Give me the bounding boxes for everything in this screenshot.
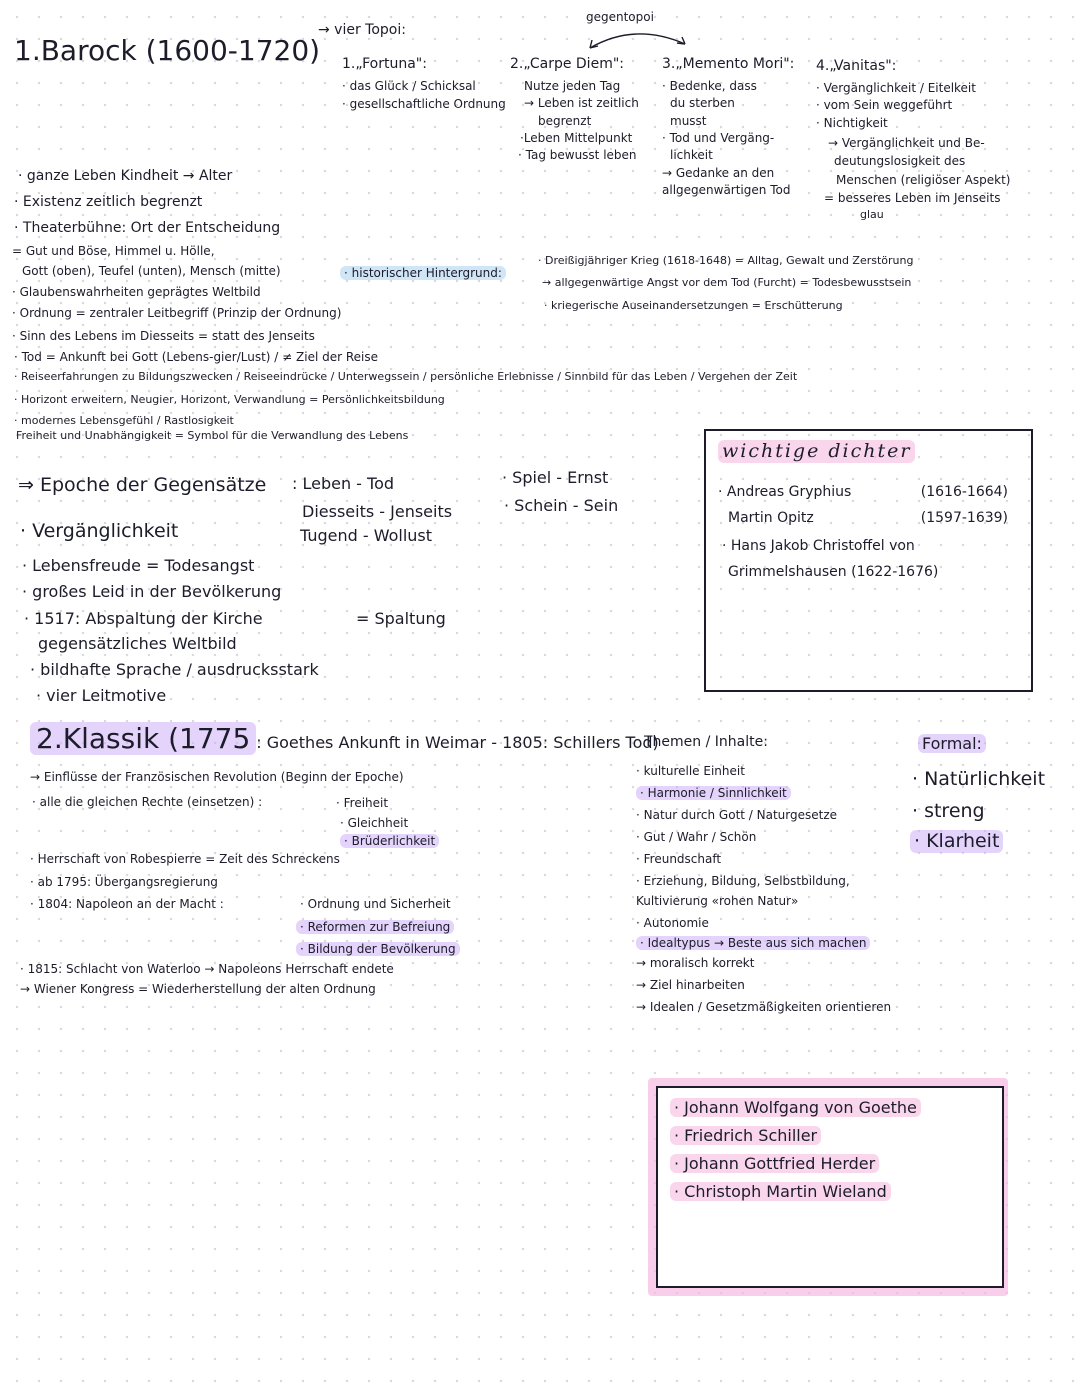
klassik-title (30, 722, 659, 756)
thema: · Freundschaft (636, 852, 722, 866)
merkmal: · 1517: Abspaltung der Kirche (24, 609, 263, 628)
gegensatz-pair: Tugend - Wollust (300, 526, 433, 545)
gegensatz-pair: : Leben - Tod (292, 474, 395, 493)
dichter-name: Martin Opitz (728, 510, 814, 526)
themen-list (636, 764, 891, 1022)
barock-note: · Theaterbühne: Ort der Entscheidung (14, 220, 281, 236)
topos-memento-mori-line: musst (670, 113, 707, 128)
gegensatz-pair: · Spiel - Ernst (502, 468, 609, 487)
klassik-note: · 1815: Schlacht von Waterloo → Napoleons Herrschaft endete (20, 962, 394, 976)
topos-vanitas-line: · Vergänglichkeit / Eitelkeit (816, 80, 976, 95)
klassik-dichter: · Christoph Martin Wieland (670, 1182, 921, 1210)
topos-memento-mori (662, 56, 794, 198)
thema: → moralisch korrekt (636, 956, 755, 970)
barock-note: · Ordnung = zentraler Leitbegriff (Prinzip der Ordnung) (12, 306, 342, 320)
dichter-name: Grimmelshausen (1622-1676) (728, 564, 939, 580)
barock-note: · Tod = Ankunft bei Gott (Lebens-gier/Lust) / ≠ Ziel der Reise (14, 350, 378, 364)
merkmal: · Lebensfreude = Todesangst (22, 556, 255, 575)
barock-note: · Reiseerfahrungen zu Bildungszwecken / Reiseeindrücke / Unterwegssein / persönliche Erlebnisse / Sinnbild für das Leben / Vergehen der Zeit (14, 370, 798, 383)
hintergrund-label: · historischer Hintergrund: (340, 266, 506, 280)
gegentopoi-label: gegentopoi (586, 10, 654, 24)
topos-vanitas-line: → Vergänglichkeit und Be- (828, 135, 985, 150)
klassik-dichter: · Johann Gottfried Herder (670, 1154, 921, 1182)
topos-carpe-diem-line: Nutze jeden Tag (524, 78, 621, 93)
hintergrund-line: → allgegenwärtige Angst vor dem Tod (Furcht) = Todesbewusstsein (542, 276, 912, 289)
topos-memento-mori-line: lichkeit (670, 148, 713, 163)
klassik-note: · Herrschaft von Robespierre = Zeit des Schreckens (30, 852, 340, 866)
formal-item: · Natürlichkeit (912, 768, 1046, 790)
topoi-header: → vier Topoi: (318, 22, 406, 38)
gegentopoi-arrow (585, 24, 705, 54)
topos-memento-mori-line: allgegenwärtigen Tod (662, 183, 791, 198)
topos-memento-mori-line: du sterben (670, 96, 735, 111)
merkmal: · großes Leid in der Bevölkerung (22, 582, 282, 601)
thema: Kultivierung «rohen Natur» (636, 894, 799, 908)
dichter-name: · Hans Jakob Christoffel von (722, 538, 915, 554)
thema: · Idealtypus → Beste aus sich machen (636, 936, 891, 956)
barock-dichter-box (704, 429, 1033, 692)
hintergrund-line: · Dreißigjähriger Krieg (1618-1648) = Alltag, Gewalt und Zerstörung (538, 254, 914, 267)
dichter-years: (1616-1664) (920, 484, 1008, 500)
klassik-note: → Einflüsse der Französischen Revolution (Beginn der Epoche) (30, 770, 404, 784)
topos-fortuna-line: · gesellschaftliche Ordnung (342, 97, 506, 112)
thema: · Natur durch Gott / Naturgesetze (636, 808, 838, 822)
klassik-recht: · Brüderlichkeit (340, 834, 439, 848)
spaltung-note: = Spaltung (356, 609, 446, 628)
formal-item: · Klarheit (910, 830, 1003, 853)
topos-memento-mori-line: · Bedenke, dass (662, 78, 757, 93)
topos-memento-mori-title: 3.„Memento Mori": (662, 56, 795, 72)
klassik-title-main: 2.Klassik (1775 (30, 722, 256, 755)
klassik-note: · alle die gleichen Rechte (einsetzen) : (32, 795, 263, 809)
topos-vanitas-line: · Nichtigkeit (816, 115, 888, 130)
thema: · Gut / Wahr / Schön (636, 830, 757, 844)
hintergrund-line: · kriegerische Auseinandersetzungen = Erschütterung (544, 299, 843, 312)
formal-title: Formal: (918, 734, 986, 753)
topos-memento-mori-line: → Gedanke an den (662, 165, 775, 180)
topos-vanitas-line: glau (860, 207, 884, 221)
barock-title: 1.Barock (1600-1720) (14, 34, 321, 67)
napoleon-item: · Bildung der Bevölkerung (296, 942, 460, 956)
topos-carpe-diem-line: begrenzt (538, 113, 592, 128)
barock-note: = Gut und Böse, Himmel u. Hölle, (12, 244, 215, 258)
merkmal: · Vergänglichkeit (20, 520, 179, 542)
klassik-note: → Wiener Kongress = Wiederherstellung der alten Ordnung (20, 982, 376, 996)
dichter-entry (728, 510, 1008, 527)
barock-note: · Glaubenswahrheiten geprägtes Weltbild (12, 285, 261, 299)
gegensaetze-title: ⇒ Epoche der Gegensätze (18, 474, 267, 496)
topos-fortuna-line: · das Glück / Schicksal (342, 78, 476, 93)
topos-vanitas-title: 4.„Vanitas": (816, 58, 897, 74)
topos-fortuna-title: 1.„Fortuna": (342, 56, 427, 72)
napoleon-item: · Reformen zur Befreiung (296, 920, 454, 934)
barock-note: · Horizont erweitern, Neugier, Horizont, Verwandlung = Persönlichkeitsbildung (14, 393, 445, 406)
formal-item: · streng (912, 800, 985, 822)
dichter-years: (1597-1639) (920, 510, 1008, 526)
thema: · Harmonie / Sinnlichkeit (636, 786, 891, 808)
barock-note: · modernes Lebensgefühl / Rastlosigkeit (14, 414, 234, 427)
thema: → Ziel hinarbeiten (636, 978, 745, 992)
topos-carpe-diem-title: 2.„Carpe Diem": (510, 56, 624, 72)
topos-vanitas (816, 58, 1010, 221)
barock-note: · Existenz zeitlich begrenzt (14, 194, 203, 210)
topos-vanitas-line: = besseres Leben im Jenseits (824, 191, 1001, 206)
klassik-note: · 1804: Napoleon an der Macht : (30, 897, 224, 911)
merkmal: · bildhafte Sprache / ausdrucksstark (30, 660, 319, 679)
thema: · Erziehung, Bildung, Selbstbildung, (636, 874, 850, 888)
topos-carpe-diem-line: · Tag bewusst leben (518, 148, 637, 163)
dichter-name: · Andreas Gryphius (718, 484, 852, 500)
klassik-recht: · Freiheit (336, 796, 389, 810)
dichter-title: wichtige dichter (718, 440, 915, 463)
merkmal: gegensätzliches Weltbild (38, 634, 237, 653)
topos-fortuna (342, 56, 506, 112)
klassik-note: · ab 1795: Übergangsregierung (30, 875, 218, 889)
thema: · kulturelle Einheit (636, 764, 745, 778)
barock-note: · ganze Leben Kindheit → Alter (18, 168, 233, 184)
napoleon-item: · Ordnung und Sicherheit (300, 897, 451, 911)
topos-carpe-diem-line: → Leben ist zeitlich (524, 96, 639, 111)
klassik-dichter-list (670, 1098, 921, 1210)
topos-carpe-diem-line: ·Leben Mittelpunkt (520, 130, 633, 145)
klassik-title-rest: : Goethes Ankunft in Weimar - 1805: Schillers Tod) (256, 733, 659, 752)
topos-memento-mori-line: · Tod und Vergäng- (662, 130, 775, 145)
merkmal: · vier Leitmotive (36, 686, 167, 705)
gegensatz-pair: Diesseits - Jenseits (302, 502, 453, 521)
klassik-dichter: · Friedrich Schiller (670, 1126, 921, 1154)
topos-vanitas-line: deutungslosigkeit des (834, 154, 966, 169)
klassik-recht: · Gleichheit (340, 816, 409, 830)
dichter-entry (718, 484, 1008, 501)
themen-title: Themen / Inhalte: (644, 734, 768, 750)
topos-vanitas-line: · vom Sein weggeführt (816, 98, 953, 113)
barock-note: · Sinn des Lebens im Diesseits = statt des Jenseits (12, 329, 315, 343)
topos-vanitas-line: Menschen (religiöser Aspekt) (836, 172, 1011, 187)
barock-note: Freiheit und Unabhängigkeit = Symbol für die Verwandlung des Lebens (16, 429, 409, 442)
topos-carpe-diem (510, 56, 639, 163)
thema: · Autonomie (636, 916, 709, 930)
gegensatz-pair: · Schein - Sein (504, 496, 619, 515)
thema: → Idealen / Gesetzmäßigkeiten orientieren (636, 1000, 892, 1014)
barock-note: Gott (oben), Teufel (unten), Mensch (mitte) (22, 264, 281, 278)
klassik-dichter: · Johann Wolfgang von Goethe (670, 1098, 921, 1126)
